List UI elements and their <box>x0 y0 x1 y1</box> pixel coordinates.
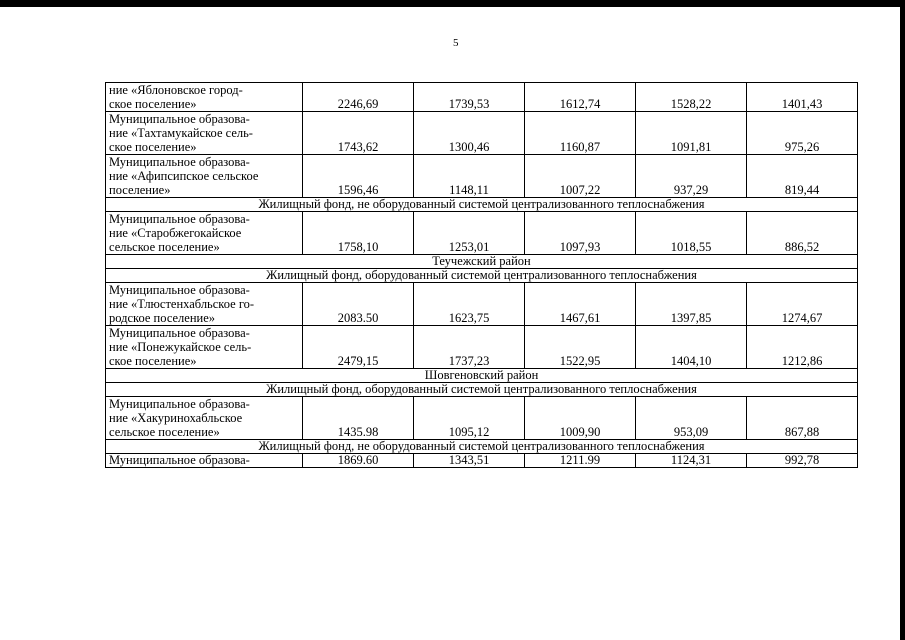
value-cell: 1091,81 <box>636 112 747 155</box>
municipality-name-line: сельское поселение» <box>109 240 220 254</box>
value-cell: 1148,11 <box>414 155 525 198</box>
value-cell: 953,09 <box>636 397 747 440</box>
section-header: Жилищный фонд, не оборудованный системой централизованного теплоснабжения <box>106 440 858 454</box>
value-cell: 1160,87 <box>525 112 636 155</box>
municipality-name-cell <box>106 155 303 198</box>
value-cell: 992,78 <box>747 454 858 468</box>
value-cell: 1743,62 <box>303 112 414 155</box>
municipality-name-line: Муниципальное образова- <box>109 112 250 126</box>
value-cell: 1018,55 <box>636 212 747 255</box>
section-header-row <box>106 440 858 454</box>
section-header: Жилищный фонд, оборудованный системой централизованного теплоснабжения <box>106 383 858 397</box>
municipality-name-line: ние «Старобжегокайское <box>109 226 242 240</box>
value-cell: 1404,10 <box>636 326 747 369</box>
municipality-name-line: ское поселение» <box>109 140 197 154</box>
municipality-name-cell <box>106 326 303 369</box>
section-header-row <box>106 383 858 397</box>
value-cell: 819,44 <box>747 155 858 198</box>
table-row <box>106 155 858 198</box>
section-header-row <box>106 369 858 383</box>
value-cell: 1612,74 <box>525 83 636 112</box>
municipality-name-cell <box>106 283 303 326</box>
value-cell: 1097,93 <box>525 212 636 255</box>
page-number: 5 <box>453 37 459 49</box>
section-header: Жилищный фонд, оборудованный системой централизованного теплоснабжения <box>106 269 858 283</box>
section-header-row <box>106 255 858 269</box>
value-cell: 1758,10 <box>303 212 414 255</box>
value-cell: 1737,23 <box>414 326 525 369</box>
municipality-name-line: Муниципальное образова- <box>109 155 250 169</box>
value-cell: 1397,85 <box>636 283 747 326</box>
value-cell: 1528,22 <box>636 83 747 112</box>
table-row <box>106 326 858 369</box>
value-cell: 2083.50 <box>303 283 414 326</box>
value-cell: 1401,43 <box>747 83 858 112</box>
value-cell: 937,29 <box>636 155 747 198</box>
value-cell: 867,88 <box>747 397 858 440</box>
value-cell: 1300,46 <box>414 112 525 155</box>
value-cell: 1869.60 <box>303 454 414 468</box>
value-cell: 1522,95 <box>525 326 636 369</box>
municipality-name-line: родское поселение» <box>109 311 216 325</box>
municipality-name-line: ское поселение» <box>109 97 197 111</box>
municipality-name-line: ние «Тлюстенхабльское го- <box>109 297 255 311</box>
value-cell: 1435.98 <box>303 397 414 440</box>
municipality-name-line: ние «Хакуринохабльское <box>109 411 243 425</box>
municipality-name-line: Муниципальное образова- <box>109 397 250 411</box>
municipality-name-cell <box>106 212 303 255</box>
value-cell: 886,52 <box>747 212 858 255</box>
municipality-name-line: Муниципальное образова- <box>109 326 250 340</box>
tariff-table <box>105 82 858 468</box>
municipality-name-cell <box>106 397 303 440</box>
section-header-row <box>106 269 858 283</box>
value-cell: 1095,12 <box>414 397 525 440</box>
municipality-name-cell <box>106 112 303 155</box>
value-cell: 1274,67 <box>747 283 858 326</box>
value-cell: 1467,61 <box>525 283 636 326</box>
municipality-name-line: ние «Афипсипское сельское <box>109 169 259 183</box>
section-header: Шовгеновский район <box>106 369 858 383</box>
municipality-name-line: ние «Понежукайское сель- <box>109 340 252 354</box>
section-header-row <box>106 198 858 212</box>
scan-edge-top <box>0 0 905 7</box>
value-cell: 1343,51 <box>414 454 525 468</box>
municipality-name-cell <box>106 83 303 112</box>
municipality-name-line: Муниципальное образова- <box>109 453 250 467</box>
value-cell: 1007,22 <box>525 155 636 198</box>
scan-edge-right <box>900 0 905 640</box>
municipality-name-line: Муниципальное образова- <box>109 283 250 297</box>
value-cell: 1211.99 <box>525 454 636 468</box>
municipality-name-line: ние «Яблоновское город- <box>109 83 243 97</box>
value-cell: 1739,53 <box>414 83 525 112</box>
municipality-name-line: Муниципальное образова- <box>109 212 250 226</box>
table-row <box>106 397 858 440</box>
section-header: Жилищный фонд, не оборудованный системой централизованного теплоснабжения <box>106 198 858 212</box>
municipality-name-line: сельское поселение» <box>109 425 220 439</box>
table-row <box>106 454 858 468</box>
table-row <box>106 83 858 112</box>
value-cell: 1212,86 <box>747 326 858 369</box>
table-row <box>106 112 858 155</box>
value-cell: 975,26 <box>747 112 858 155</box>
value-cell: 2479,15 <box>303 326 414 369</box>
table-row <box>106 212 858 255</box>
value-cell: 1009,90 <box>525 397 636 440</box>
municipality-name-line: ское поселение» <box>109 354 197 368</box>
value-cell: 1253,01 <box>414 212 525 255</box>
value-cell: 1596,46 <box>303 155 414 198</box>
value-cell: 1124,31 <box>636 454 747 468</box>
value-cell: 1623,75 <box>414 283 525 326</box>
table-row <box>106 283 858 326</box>
section-header: Теучежский район <box>106 255 858 269</box>
municipality-name-cell <box>106 454 303 468</box>
value-cell: 2246,69 <box>303 83 414 112</box>
municipality-name-line: поселение» <box>109 183 171 197</box>
municipality-name-line: ние «Тахтамукайское сель- <box>109 126 253 140</box>
